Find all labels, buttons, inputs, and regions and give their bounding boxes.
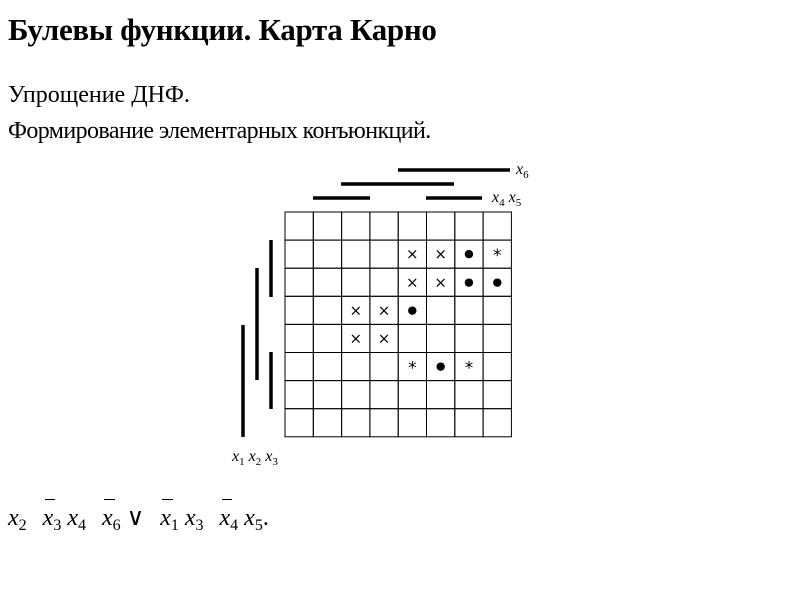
term-x3: $x_3$ — [184, 505, 204, 534]
term-not-x4: $x_4$ — [219, 505, 239, 534]
kmap-cell — [342, 353, 370, 381]
label-x6: $x_6$ — [516, 161, 529, 181]
kmap-cell — [398, 324, 426, 352]
kmap-cell — [455, 296, 483, 324]
kmap-mark-dot: ● — [464, 247, 474, 261]
term-not-x6: $x_6$ — [101, 505, 121, 534]
term-x5: $x_5$ — [244, 505, 263, 534]
kmap-mark-dot: ● — [464, 275, 474, 289]
kmap-mark-dot: ● — [492, 275, 503, 289]
kmap-cell — [342, 409, 370, 437]
kmap-mark-cross: × — [349, 329, 363, 348]
kmap-cell — [483, 409, 511, 437]
kmap-cell — [455, 212, 483, 240]
kmap-cell — [370, 212, 398, 240]
kmap-cell — [285, 353, 313, 381]
page-title: Булевы функции. Карта Карно — [8, 12, 437, 47]
kmap-mark-dot: ● — [407, 303, 418, 317]
kmap-cell — [285, 212, 313, 240]
kmap-mark-cross: × — [434, 245, 447, 264]
kmap-mark-cross: × — [406, 245, 419, 264]
kmap-cell — [427, 324, 455, 352]
kmap-cell — [342, 268, 370, 296]
kmap-cell — [483, 381, 511, 409]
kmap-mark-star: * — [408, 358, 417, 379]
kmap-marks — [349, 245, 502, 378]
term-not-x1: $x_1$ — [160, 505, 179, 534]
kmap-cell — [285, 381, 313, 409]
kmap-cell — [427, 409, 455, 437]
kmap-cell — [398, 381, 426, 409]
kmap-cell — [483, 353, 511, 381]
kmap-mark-cross: × — [377, 301, 391, 320]
kmap-cell — [370, 381, 398, 409]
kmap-cell — [370, 353, 398, 381]
kmap-cell — [285, 268, 313, 296]
term-x2: $x_2$ — [8, 505, 27, 534]
kmap-cell — [313, 212, 341, 240]
kmap-cell — [285, 409, 313, 437]
kmap-mark-star: * — [493, 246, 502, 267]
kmap-cell — [398, 409, 426, 437]
kmap-cell — [342, 240, 370, 268]
kmap-cell — [427, 212, 455, 240]
term-x4: $x_4$ — [67, 505, 86, 534]
kmap-cell — [313, 268, 341, 296]
kmap-cell — [313, 353, 341, 381]
kmap-cell — [313, 409, 341, 437]
kmap-cell — [285, 296, 313, 324]
kmap-mark-dot: ● — [435, 359, 446, 373]
kmap-cell — [285, 324, 313, 352]
kmap-cell — [342, 212, 370, 240]
kmap-cell — [370, 268, 398, 296]
label-x1-x2-x3: $x_1$ $x_2$ $x_3$ — [232, 448, 278, 468]
kmap-cell — [342, 381, 370, 409]
kmap-mark-cross: × — [406, 273, 419, 292]
result-formula — [8, 503, 269, 535]
kmap-cell — [455, 324, 483, 352]
kmap-cell — [313, 296, 341, 324]
kmap-cell — [313, 381, 341, 409]
label-x4-x5: $x_4$ $x_5$ — [492, 189, 522, 209]
kmap-cell — [455, 409, 483, 437]
kmap-cell — [455, 381, 483, 409]
kmap-cell — [483, 324, 511, 352]
kmap-cell — [427, 381, 455, 409]
kmap-cell — [313, 324, 341, 352]
kmap-cell — [483, 212, 511, 240]
kmap-cell — [370, 409, 398, 437]
kmap-mark-cross: × — [377, 329, 391, 348]
term-not-x3: $x_3$ — [42, 505, 62, 534]
formula-end: . — [262, 505, 269, 531]
kmap-mark-cross: × — [349, 301, 363, 320]
kmap-cell — [285, 240, 313, 268]
description: Формирование элементарных конъюнкций. — [8, 118, 431, 144]
kmap-cell — [398, 212, 426, 240]
kmap-cell — [483, 296, 511, 324]
subtitle: Упрощение ДНФ. — [8, 82, 190, 108]
or-operator: ∨ — [126, 505, 145, 531]
kmap-mark-star: * — [464, 358, 474, 379]
kmap-cell — [370, 240, 398, 268]
kmap-mark-cross: × — [434, 273, 447, 292]
kmap-grid — [285, 212, 511, 437]
kmap-cell — [313, 240, 341, 268]
kmap-cell — [427, 296, 455, 324]
